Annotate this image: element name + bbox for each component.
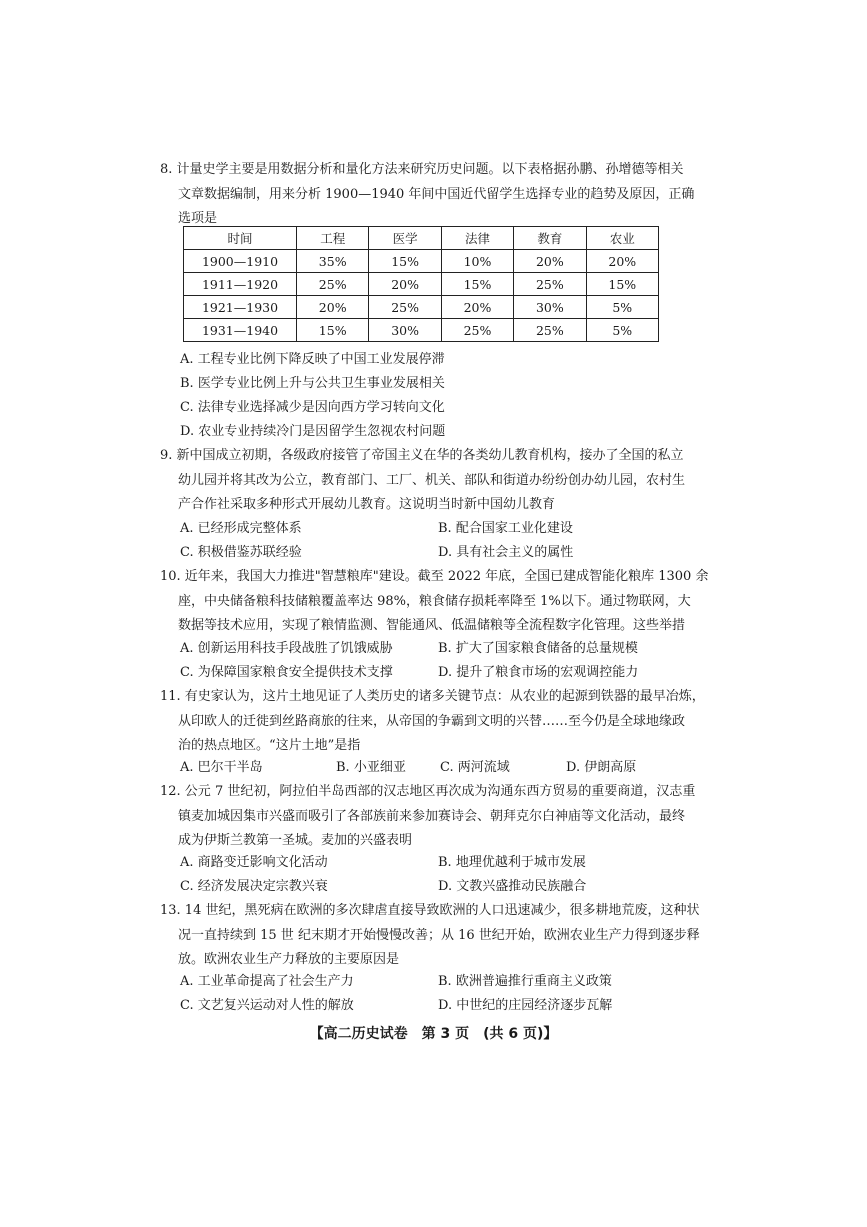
table-cell: 15% xyxy=(441,273,513,296)
table-cell: 20% xyxy=(369,273,441,296)
question-13-option-b: B. 欧洲普遍推行重商主义政策 xyxy=(438,974,612,989)
table-cell: 30% xyxy=(514,296,586,319)
question-11-option-d: D. 伊朗高原 xyxy=(566,760,637,775)
table-cell: 20% xyxy=(297,296,369,319)
question-10-option-d: D. 提升了粮食市场的宏观调控能力 xyxy=(438,665,639,680)
table-cell: 25% xyxy=(441,319,513,342)
question-13-line-1: 13. 14 世纪，黑死病在欧洲的多次肆虐直接导致欧洲的人口迅速减少，很多耕地荒废，这种状 xyxy=(160,903,700,918)
table-cell: 15% xyxy=(297,319,369,342)
question-12-line-3: 成为伊斯兰教第一圣城。麦加的兴盛表明 xyxy=(178,833,413,848)
question-8-line-1: 8. 计量史学主要是用数据分析和量化方法来研究历史问题。以下表格据孙鹏、孙增德等相关 xyxy=(160,162,684,177)
question-11-option-b: B. 小亚细亚 xyxy=(336,760,406,775)
table-cell: 25% xyxy=(369,296,441,319)
page-footer: 【高二历史试卷 第 3 页 (共 6 页)】 xyxy=(309,1026,558,1042)
question-10-line-1: 10. 近年来，我国大力推进"智慧粮库"建设。截至 2022 年底，全国已建成智能化粮库 1300 余 xyxy=(160,569,709,584)
table-row xyxy=(184,296,659,319)
question-9-option-d: D. 具有社会主义的属性 xyxy=(438,545,574,560)
question-8-option-c: C. 法律专业选择减少是因向西方学习转向文化 xyxy=(180,400,445,415)
question-12-option-a: A. 商路变迁影响文化活动 xyxy=(180,855,328,870)
table-header-cell: 工程 xyxy=(297,227,369,250)
table-cell: 5% xyxy=(586,319,658,342)
question-11 xyxy=(160,685,705,759)
table-cell: 1900—1910 xyxy=(184,250,297,273)
question-9-option-b: B. 配合国家工业化建设 xyxy=(438,521,573,536)
question-10 xyxy=(160,565,709,639)
question-12 xyxy=(160,780,696,854)
question-8-option-a: A. 工程专业比例下降反映了中国工业发展停滞 xyxy=(180,352,445,367)
table-cell: 15% xyxy=(369,250,441,273)
question-8-line-3: 选项是 xyxy=(178,211,218,226)
table-row xyxy=(184,273,659,296)
table-header-cell: 时间 xyxy=(184,227,297,250)
question-13-option-d: D. 中世纪的庄园经济逐步瓦解 xyxy=(438,998,613,1013)
question-13-option-a: A. 工业革命提高了社会生产力 xyxy=(180,974,354,989)
table-cell: 25% xyxy=(514,319,586,342)
question-12-line-2: 镇麦加城因集市兴盛而吸引了各部族前来参加赛诗会、朝拜克尔白神庙等文化活动，最终 xyxy=(178,808,686,824)
table-cell: 1911—1920 xyxy=(184,273,297,296)
question-12-line-1: 12. 公元 7 世纪初，阿拉伯半岛西部的汉志地区再次成为沟通东西方贸易的重要商道，汉志重 xyxy=(160,784,696,799)
table-cell: 35% xyxy=(297,250,369,273)
table-header-cell: 法律 xyxy=(441,227,513,250)
question-9-option-a: A. 已经形成完整体系 xyxy=(180,521,302,536)
question-9-line-2: 幼儿园并将其改为公立，教育部门、工厂、机关、部队和街道办纷纷创办幼儿园，农村生 xyxy=(178,472,686,488)
question-10-option-b: B. 扩大了国家粮食储备的总量规模 xyxy=(438,641,638,656)
question-8-option-d: D. 农业专业持续冷门是因留学生忽视农村问题 xyxy=(180,424,446,439)
question-11-option-a: A. 巴尔干半岛 xyxy=(180,760,263,775)
question-12-option-b: B. 地理优越利于城市发展 xyxy=(438,855,586,870)
study-abroad-majors-table xyxy=(183,226,659,342)
question-8-option-b: B. 医学专业比例上升与公共卫生事业发展相关 xyxy=(180,376,445,391)
question-10-line-3: 数据等技术应用，实现了粮情监测、智能通风、低温储粮等全流程数字化管理。这些举措 xyxy=(178,618,686,633)
question-8-line-2: 文章数据编制，用来分析 1900—1940 年间中国近代留学生选择专业的趋势及原因，正确 xyxy=(178,186,695,202)
question-9-line-3: 产合作社采取多种形式开展幼儿教育。这说明当时新中国幼儿教育 xyxy=(178,497,556,512)
question-9-option-c: C. 积极借鉴苏联经验 xyxy=(180,545,302,560)
table-cell: 15% xyxy=(586,273,658,296)
question-10-option-a: A. 创新运用科技手段战胜了饥饿威胁 xyxy=(180,641,393,656)
table-header-row xyxy=(184,227,659,250)
table-cell: 20% xyxy=(441,296,513,319)
question-13-line-2: 况一直持续到 15 世 纪末期才开始慢慢改善；从 16 世纪开始，欧洲农业生产力得到逐步释 xyxy=(178,927,700,943)
question-10-line-2: 座，中央储备粮科技储粮覆盖率达 98%，粮食储存损耗率降至 1%以下。通过物联网，大 xyxy=(178,593,691,609)
table-cell: 25% xyxy=(514,273,586,296)
table-cell: 1921—1930 xyxy=(184,296,297,319)
question-9 xyxy=(160,444,685,518)
question-12-option-c: C. 经济发展决定宗教兴衰 xyxy=(180,879,328,894)
table-header-cell: 农业 xyxy=(586,227,658,250)
table-cell: 30% xyxy=(369,319,441,342)
question-13-line-3: 放。欧洲农业生产力释放的主要原因是 xyxy=(178,952,400,967)
table-cell: 25% xyxy=(297,273,369,296)
table-header-cell: 医学 xyxy=(369,227,441,250)
table-row xyxy=(184,250,659,273)
question-10-option-c: C. 为保障国家粮食安全提供技术支撑 xyxy=(180,665,393,680)
question-11-line-3: 治的热点地区。“这片土地”是指 xyxy=(178,738,361,753)
question-11-line-2: 从印欧人的迁徙到丝路商旅的往来，从帝国的争霸到文明的兴替……至今仍是全球地缘政 xyxy=(178,713,686,729)
question-13 xyxy=(160,899,700,973)
table-header-cell: 教育 xyxy=(514,227,586,250)
table-cell: 1931—1940 xyxy=(184,319,297,342)
question-11-option-c: C. 两河流域 xyxy=(440,760,510,775)
table-cell: 20% xyxy=(586,250,658,273)
question-12-option-d: D. 文教兴盛推动民族融合 xyxy=(438,879,587,894)
question-8 xyxy=(160,158,695,232)
question-9-line-1: 9. 新中国成立初期，各级政府接管了帝国主义在华的各类幼儿教育机构，接办了全国的私立 xyxy=(160,448,684,463)
table-cell: 20% xyxy=(514,250,586,273)
table-cell: 10% xyxy=(441,250,513,273)
question-11-line-1: 11. 有史家认为，这片土地见证了人类历史的诸多关键节点：从农业的起源到铁器的最早冶炼， xyxy=(160,689,705,704)
table-row xyxy=(184,319,659,342)
table-cell: 5% xyxy=(586,296,658,319)
question-13-option-c: C. 文艺复兴运动对人性的解放 xyxy=(180,998,354,1013)
